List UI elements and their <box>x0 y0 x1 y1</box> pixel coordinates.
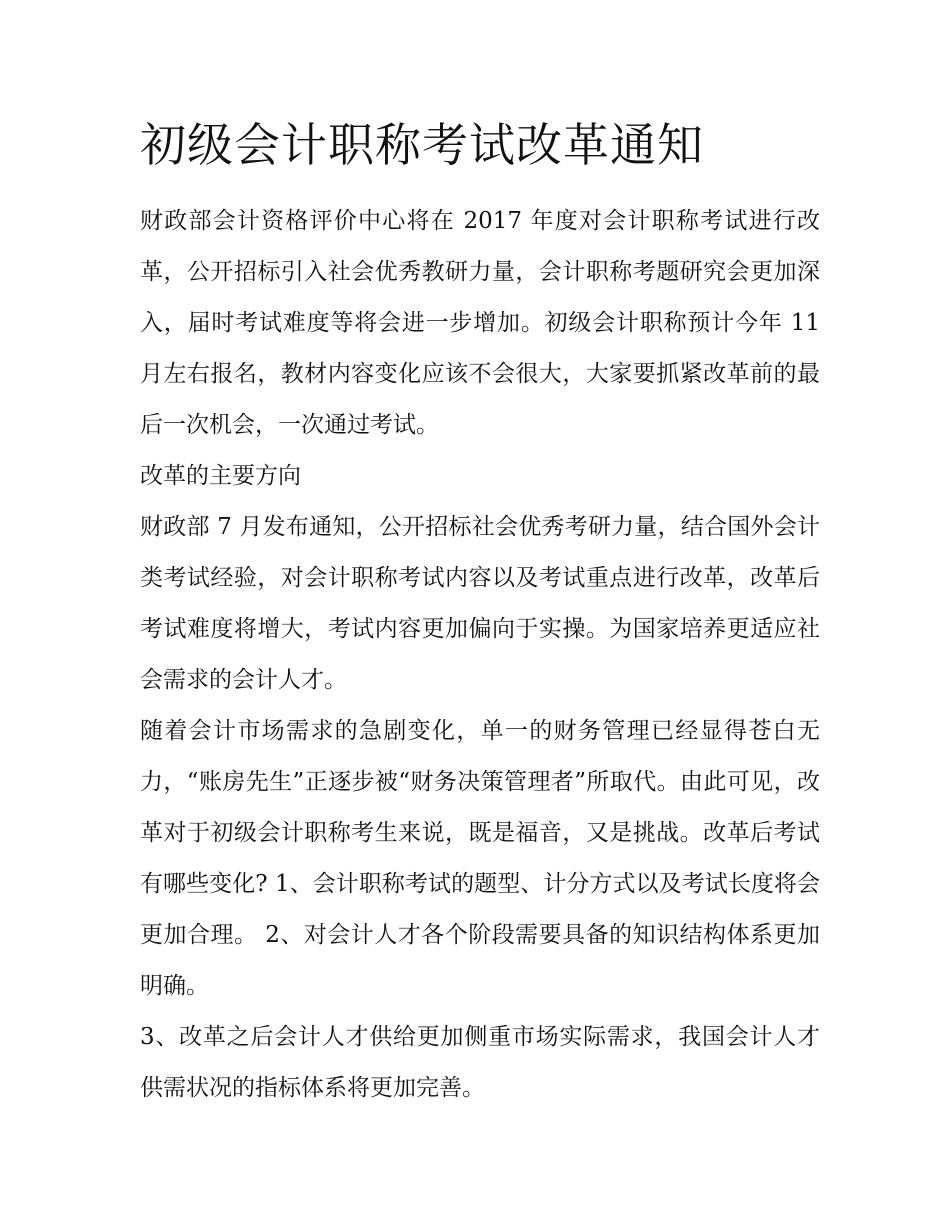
paragraph-notice: 财政部 7 月发布通知，公开招标社会优秀考研力量，结合国外会计类考试经验，对会计职称考试内容以及考试重点进行改革，改革后考试难度将增大，考试内容更加偏向于实操。为国家培养更适应社会需求的会计人才。 <box>140 514 820 693</box>
paragraph-intro: 财政部会计资格评价中心将在 2017 年度对会计职称考试进行改革，公开招标引入社会优秀教研力量，会计职称考题研究会更加深入，届时考试难度等将会进一步增加。初级会计职称预计今年 11 月左右报名，教材内容变化应该不会很大，大家要抓紧改革前的最后一次机会，一次通过考试。 <box>140 208 820 438</box>
section-heading-direction: 改革的主要方向 <box>140 463 301 489</box>
document-title: 初级会计职称考试改革通知 <box>140 118 704 172</box>
paragraph-point-3: 3、改革之后会计人才供给更加侧重市场实际需求，我国会计人才供需状况的指标体系将更加完善。 <box>140 1024 820 1101</box>
document-body <box>140 112 820 1114</box>
paragraph-changes: 随着会计市场需求的急剧变化，单一的财务管理已经显得苍白无力，“账房先生”正逐步被“财务决策管理者”所取代。由此可见，改革对于初级会计职称考生来说，既是福音，又是挑战。改革后考试有哪些变化? 1、会计职称考试的题型、计分方式以及考试长度将会更加合理。 2、对会计人才各个阶段需要具备的知识结构体系更加明确。 <box>140 718 820 999</box>
